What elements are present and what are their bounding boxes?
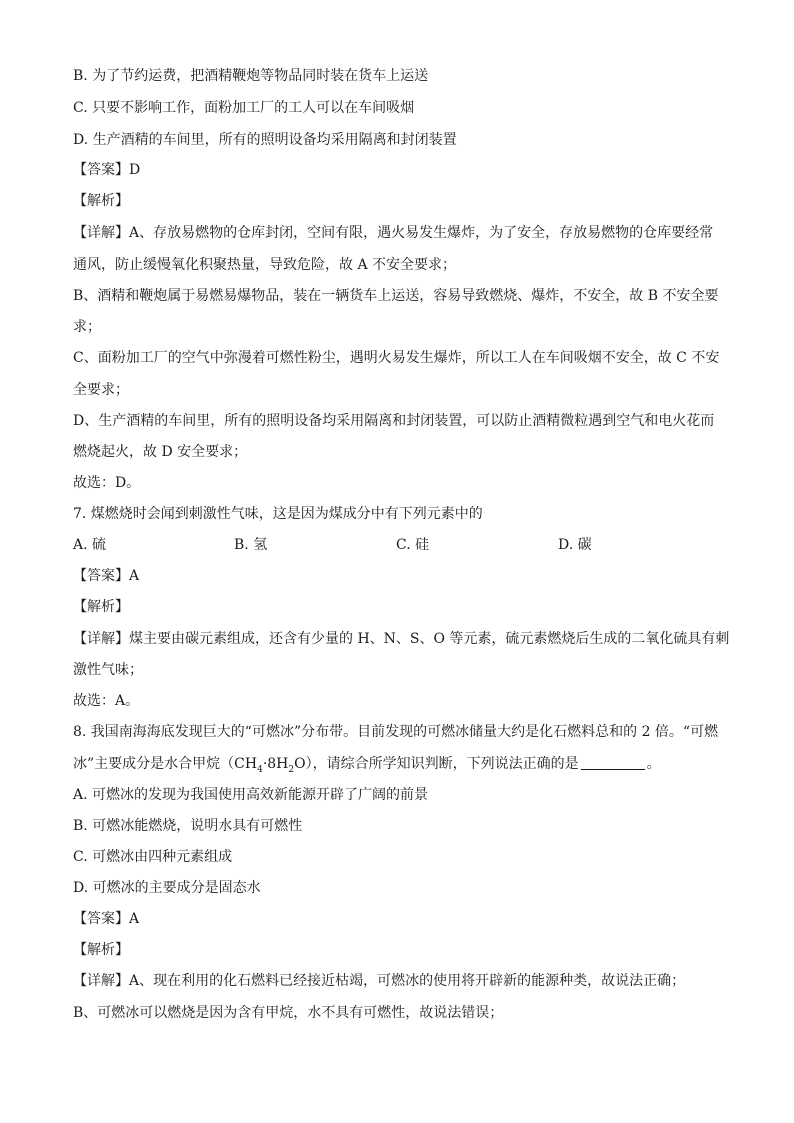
q6-detail-line: D、生产酒精的车间里，所有的照明设备均采用隔离和封闭装置，可以防止酒精微粒遇到空气和电火花而 [73, 413, 715, 429]
q7-option-a: A. 硫 [73, 537, 107, 553]
q6-analysis-heading: 【解析】 [73, 193, 129, 209]
q7-choice: 故选：A。 [73, 693, 140, 709]
q8-option-d: D. 可燃冰的主要成分是固态水 [73, 880, 261, 896]
q6-option-c: C. 只要不影响工作，面粉加工厂的工人可以在车间吸烟 [73, 100, 415, 116]
q6-detail-line: C、面粉加工厂的空气中弥漫着可燃性粉尘，遇明火易发生爆炸，所以工人在车间吸烟不安全，故 C 不安 [73, 350, 720, 366]
q8-option-b: B. 可燃冰能燃烧，说明水具有可燃性 [73, 818, 303, 834]
q8-detail-line: 【详解】A、现在利用的化石燃料已经接近枯竭，可燃冰的使用将开辟新的能源种类，故说法正确； [73, 973, 686, 989]
q7-answer: 【答案】A [73, 568, 140, 584]
q6-detail-line: 通风，防止缓慢氧化积聚热量，导致危险，故 A 不安全要求； [73, 257, 457, 273]
q7-stem: 7. 煤燃烧时会闻到刺激性气味，这是因为煤成分中有下列元素中的 [73, 506, 483, 522]
q6-choice: 故选：D。 [73, 475, 141, 491]
q6-option-d: D. 生产酒精的车间里，所有的照明设备均采用隔离和封闭装置 [73, 132, 457, 148]
q6-answer: 【答案】D [73, 162, 141, 178]
q8-stem-line2: 冰”主要成分是水合甲烷$(CH_4\cdot 8H_2O)$，请综合所学知识判断，下列说法正确的是 。 [73, 756, 661, 775]
q8-analysis-heading: 【解析】 [73, 942, 129, 958]
q6-option-b: B. 为了节约运费，把酒精鞭炮等物品同时装在货车上运送 [73, 68, 429, 84]
q6-detail-line: 燃烧起火，故 D 安全要求； [73, 444, 248, 460]
q7-option-d: D. 碳 [558, 537, 592, 553]
q7-analysis-heading: 【解析】 [73, 599, 129, 615]
q7-detail-line: 激性气味； [73, 662, 143, 678]
q7-detail-line: 【详解】煤主要由碳元素组成，还含有少量的 H、N、S、O 等元素，硫元素燃烧后生成的二氧化硫具有刺 [73, 631, 730, 647]
q6-detail-line: 【详解】A、存放易燃物的仓库封闭，空间有限，遇火易发生爆炸，为了安全，存放易燃物的仓库要经常 [73, 225, 714, 241]
q8-detail-line: B、可燃冰可以燃烧是因为含有甲烷，水不具有可燃性，故说法错误； [73, 1005, 504, 1021]
q8-option-c: C. 可燃冰由四种元素组成 [73, 849, 233, 865]
q7-option-c: C. 硅 [396, 537, 430, 553]
q7-option-b: B. 氢 [234, 537, 268, 553]
q6-detail-line: B、酒精和鞭炮属于易燃易爆物品，装在一辆货车上运送，容易导致燃烧、爆炸，不安全，故 B 不安全要 [73, 288, 719, 304]
q8-answer: 【答案】A [73, 911, 140, 927]
q8-option-a: A. 可燃冰的发现为我国使用高效新能源开辟了广阔的前景 [73, 787, 429, 803]
answer-blank [581, 755, 645, 770]
q6-detail-line: 全要求； [73, 382, 129, 398]
q6-detail-line: 求； [73, 319, 101, 335]
q8-stem-line1: 8. 我国南海海底发现巨大的“可燃冰”分布带。目前发现的可燃冰储量大约是化石燃料总和的 2 倍。“可燃 [73, 724, 719, 740]
